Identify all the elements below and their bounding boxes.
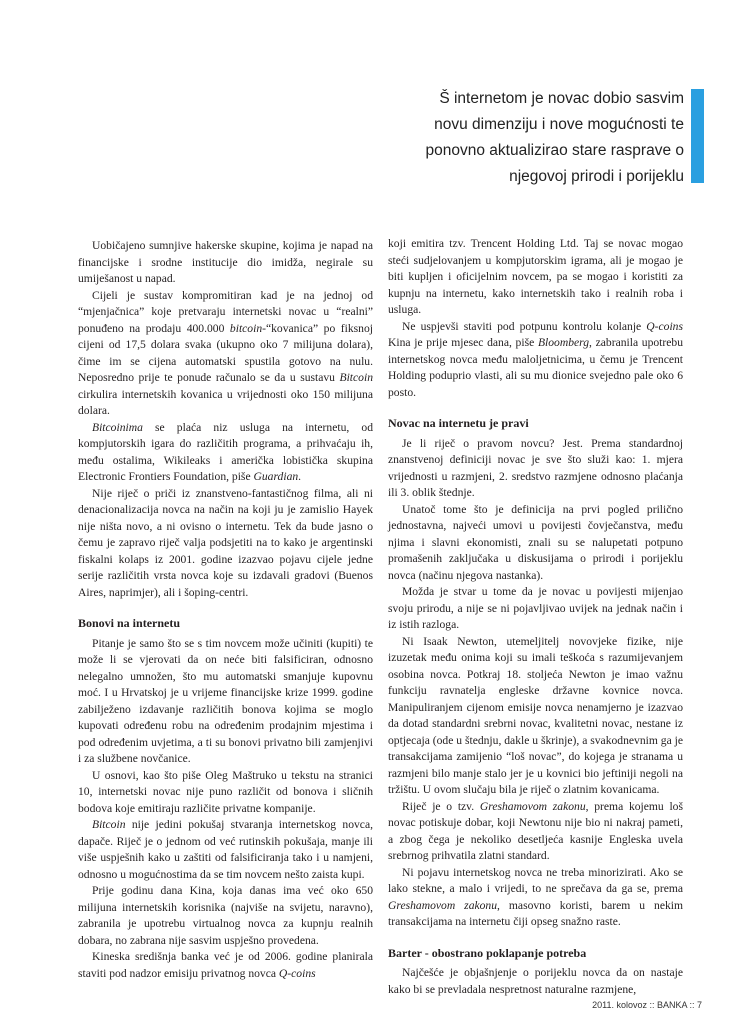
paragraph: Uobičajeno sumnjive hakerske skupine, kojima je napad na financijske i srodne institucije dio imidža, negirale su umiješanost u napad. [78,239,373,285]
section-heading: Barter - obostrano poklapanje potreba [388,945,587,960]
pull-quote-line: novu dimenziju i nove mogućnosti te [434,116,684,133]
paragraph: Ne uspjevši staviti pod potpunu kontrolu kolanje Q-coins Kina je prije mjesec dana, piše Bloomberg, zabranila upotrebu internetskog novca među maloljetnicima, u čemu je Trencent Holding poduprio vlasti, ali su mu dionice svejedno pale oko 6 posto. [388,319,683,399]
paragraph: Ni pojavu internetskog novca ne treba minorizirati. Ako se lako stekne, a malo i vrijedi, to ne sprečava da ga se, prema Greshamovom zakonu, masovno koristi, barem u nekim transakcijama na internetu čiji opseg snažno raste. [388,865,683,928]
paragraph: Možda je stvar u tome da je novac u povijesti mijenjao svoju prirodu, a nije se ni pojavljivao uvijek na jednak način i iz istih razloga. [388,585,683,631]
paragraph: Najčešće je objašnjenje o porijeklu novca da on nastaje kako bi se prevladala nespretnost naturalne razmjene, [388,966,683,996]
pull-quote-line: Š internetom je novac dobio sasvim [439,90,684,107]
paragraph: Bitcoin nije jedini pokušaj stvaranja internetskog novca, dapače. Riječ je o jednom od već rutinskih pokušaja, manje ili više uspješnih kako u zaštiti od falsificiranja tako i u namjeni, odnosno u mogućnostima da se tim novcem nešto zaista kupi. [78,818,373,881]
paragraph: Ni Isaak Newton, utemeljitelj novovjeke fizike, nije izuzetak među onima koji su imali teškoća s razumijevanjem osobina novca. Potkraj 18. stoljeća Newton je imao važnu funkciju ravnatelja engleske državne kovnice novca. Manipuliranjem cijenom emisije novca nenamjerno je izazvao da dotad standardni srebrni novac, kvalitetni novac, nestane iz optjecaja (ode u štednju, dakle u škrinje), a svakodnevnim ga je transakcijama zamijenio “loš novac”, do kojega je stranama u razmjeni bilo manje stalo jer je u kovnici bio jeftiniji negoli na tržištu. U ovom slučaju bila je riječ o zlatnim kovanicama. [388,634,683,796]
paragraph: Prije godinu dana Kina, koja danas ima već oko 650 milijuna internetskih korisnika (najviše na svijetu, naravno), zabranila je upotrebu virtualnog novca za kupnju realnih dobara, no zabrana nije sasvim uspješno provedena. [78,884,373,947]
pull-quote-accent-bar [691,89,704,183]
article-column-left [78,238,373,982]
section-heading: Novac na internetu je pravi [388,416,529,430]
paragraph: Cijeli je sustav kompromitiran kad je na jednoj od “mjenjačnica” koje pretvaraju internetski novac u “realni” ponuđeno na prodaju 400.000 bitcoin-“kovanica” po fiksnoj cijeni od 17,5 dolara svaka (ukupno oko 7 milijuna dolara), čime im se cijena automatski spustila gotovo na nulu. Neposredno prije te ponude računalo se da u sustavu Bitcoin cirkulira internetskih kovanica u vrijednosti oko 150 milijuna dolara. [78,288,373,417]
paragraph: U osnovi, kao što piše Oleg Maštruko u tekstu na stranici 10, internetski novac nije puno različit od bonova i sličnih bodova koje emitiraju različite privatne kompanije. [78,768,373,815]
pull-quote-line: ponovno aktualizirao stare rasprave o [425,142,684,159]
paragraph: Unatoč tome što je definicija na prvi pogled prilično jednostavna, najveći umovi u povijesti čovječanstva, među njima i slavni ekonomisti, znali su se nalupetati potpuno promašenih zaključaka u diskusijama o prirodi i porijeklu novca (načinu njegova nastanka). [388,502,683,582]
section-heading: Bonovi na internetu [78,616,181,630]
paragraph: koji emitira tzv. Trencent Holding Ltd. Taj se novac mogao steći sudjelovanjem u kompjutorskim igrama, ali je mogao je biti kupljen i oficijelnim novcem, pa se mogao i koristiti za kupnju na internetu, kako internetskih tako i realnih roba i usluga. [388,237,683,316]
pull-quote-line: njegovoj prirodi i porijeklu [509,168,684,185]
paragraph: Riječ je o tzv. Greshamovom zakonu, prema kojemu loš novac potiskuje dobar, koji Newtonu nije bio ni nakraj pameti, a zbog čega je nekoliko desetljeća kasnije Engleska uvela srebrnog prihvatila zlatni standard. [388,799,683,862]
article-column-right [388,236,683,998]
paragraph: Pitanje je samo što se s tim novcem može učiniti (kupiti) te može li se vjerovati da on neće biti falsificiran, odnosno nelegalno umnožen, što mu automatski smanjuje kupovnu moć. I u Hrvatskoj je u vrijeme financijske krize 1999. godine zabilježeno izdavanje različitih bonova kojima se moglo kupovati određenu robu na određenim prodajnim mjestima i pod određenim uvjetima, a ti su bonovi privatno bili zamjenjivi i za službene novčanice. [78,636,373,765]
page-footer: 2011. kolovoz :: BANKA :: 7 [592,1000,702,1010]
paragraph: Je li riječ o pravom novcu? Jest. Prema standardnoj znanstvenoj definiciji novac je sve što služi kao: 1. mjera vrijednosti u razmjeni, 2. sredstvo razmjene odnosno plaćanja ili 3. oblik štednje. [388,436,683,499]
paragraph: Nije riječ o priči iz znanstveno-fantastičnog filma, ali ni denacionalizacija novca na način na koji ju je zamislio Hayek nije ništa novo, a ni ovisno o internetu. Tek da bude jasno o čemu je zapravo riječ valja podsjetiti na to kako je argentinski fiskalni kolaps iz 2001. godine izazvao pojavu cijele jedne serije različitih vrsta novca koje su izdavali gradovi (Buenos Aires, naprimjer), ali i šoping-centri. [78,486,373,599]
paragraph: Kineska središnja banka već je od 2006. godine planirala staviti pod nadzor emisiju privatnog novca Q-coins [78,950,373,980]
pull-quote [354,86,684,190]
paragraph: Bitcoinima se plaća niz usluga na internetu, od kompjutorskih igara do različitih programa, a prihvaćaju ih, među ostalima, Wikileaks i američka lobistička skupina Electronic Frontiers Foundation, piše Guardian. [78,420,373,483]
